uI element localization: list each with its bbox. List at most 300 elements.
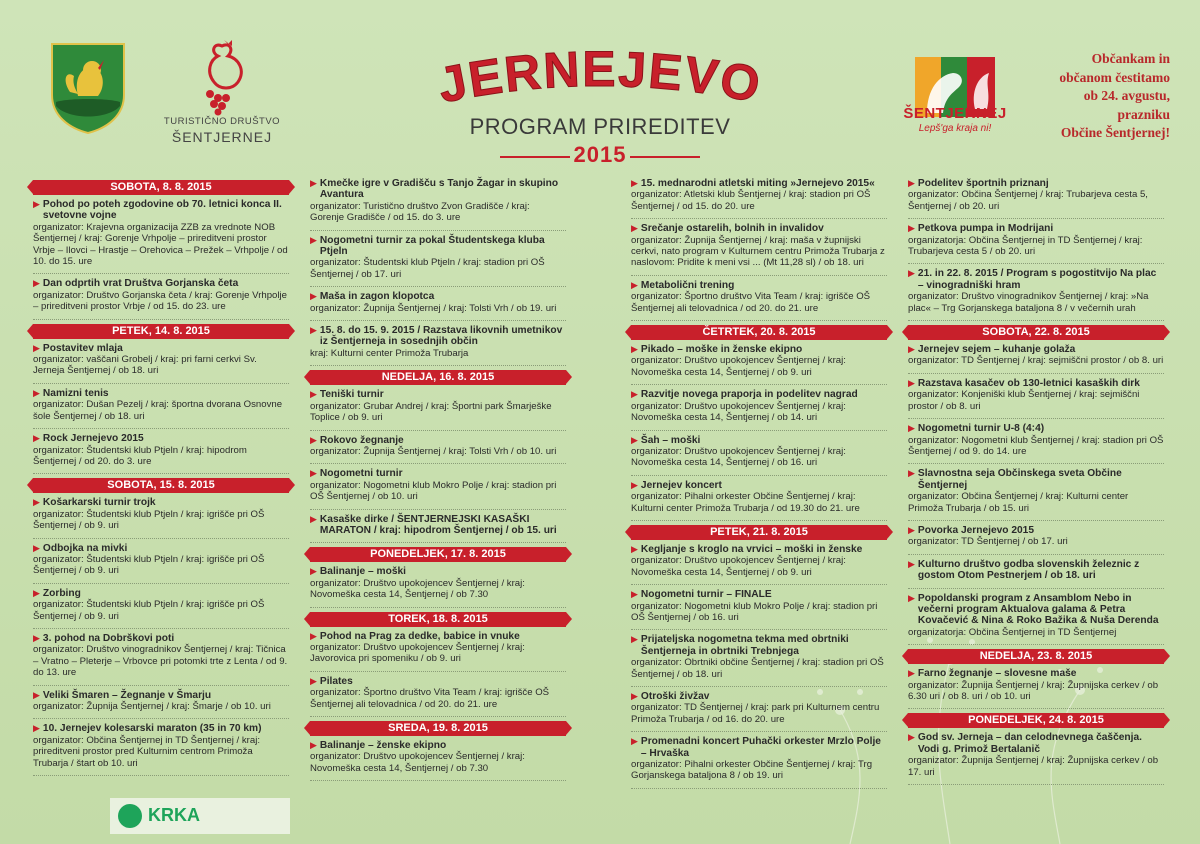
event-details: organizator: Obrtniki občine Šentjernej / kraj: stadion pri OŠ Šentjernej / ob 18. uri	[631, 657, 884, 680]
event-title-row	[908, 593, 1164, 627]
arrow-icon: ▶	[33, 587, 40, 598]
event-divider	[310, 430, 566, 431]
arrow-icon: ▶	[908, 377, 915, 388]
event-details: organizator: Društvo Gorjanska četa / kraj: Gorenje Vrhpolje – prireditveni prostor Vrbje / od 15. do 23. ure	[33, 289, 287, 313]
event-details: organizator: Turistično društvo Zvon Gradišče / kraj: Gorenje Gradišče / od 15. do 3. ure	[310, 200, 530, 224]
event-item	[310, 291, 566, 314]
event-title: Petkova pumpa in Modrijani	[917, 223, 1054, 235]
event-item	[310, 178, 566, 224]
event-title: Pohod na Prag za dedke, babice in vnuke	[319, 630, 520, 642]
event-details: organizator: Društvo upokojencev Šentjernej / kraj: Novomeška cesta 14, Šentjernej / ob 7.30	[310, 577, 525, 601]
event-details: organizator: Društvo upokojencev Šentjernej / kraj: Novomeška cesta 14, Šentjernej / ob 7.30	[310, 751, 525, 774]
event-title-row	[908, 344, 1164, 355]
event-item	[33, 199, 289, 267]
event-title-row	[310, 514, 566, 537]
event-title: 3. pohod na Dobrškovi poti	[42, 632, 175, 644]
date-band: PONEDELJEK, 17. 8. 2015	[310, 547, 566, 562]
event-divider	[631, 686, 887, 687]
event-item	[908, 223, 1164, 257]
event-title-row	[310, 676, 566, 687]
event-title-row	[310, 435, 566, 446]
event-details: kraj: Kulturni center Primoža Trubarja	[310, 347, 469, 359]
arrow-icon: ▶	[631, 344, 638, 355]
event-title: Slavnostna seja Občinskega sveta Občine Šentjernej	[917, 468, 1122, 491]
event-item	[631, 280, 887, 314]
event-title: Postavitev mlaja	[42, 342, 123, 354]
event-item	[908, 268, 1164, 314]
arrow-icon: ▶	[908, 223, 915, 234]
event-title-row	[631, 736, 887, 759]
page-title	[400, 44, 800, 114]
arrow-icon: ▶	[310, 468, 317, 479]
arrow-icon: ▶	[310, 566, 317, 577]
event-details: organizator: TD Šentjernej / ob 17. uri	[908, 536, 1068, 548]
event-title-row	[33, 278, 289, 289]
event-divider	[33, 538, 289, 539]
greeting-line: ob 24. avgustu,	[1083, 88, 1170, 103]
event-details: organizator: Študentski klub Ptjeln / kraj: igrišče pri OŠ Šentjernej / ob 9. uri	[33, 508, 265, 532]
event-divider	[310, 542, 566, 543]
event-divider	[33, 628, 289, 629]
arrow-icon: ▶	[908, 592, 915, 603]
event-title: Farno žegnanje – slovesne maše	[917, 668, 1077, 680]
event-details: organizator: Občina Šentjernej / kraj: Kulturni center Primoža Trubarja / ob 15. uri	[908, 491, 1129, 514]
sentjernej-motto: Lepš'ga kraja ni!	[918, 123, 992, 134]
arrow-icon: ▶	[631, 691, 638, 701]
event-title-row	[33, 633, 289, 644]
event-title: Namizni tenis	[42, 387, 109, 399]
event-divider	[908, 708, 1164, 709]
event-divider	[33, 718, 289, 719]
event-item	[908, 468, 1164, 514]
event-divider	[908, 320, 1164, 321]
year-label: 2015	[573, 142, 627, 167]
event-divider	[908, 554, 1164, 555]
date-band: SOBOTA, 22. 8. 2015	[908, 325, 1164, 340]
sentjernej-name: ŠENTJERNEJ	[903, 105, 1007, 122]
arrow-icon: ▶	[908, 178, 915, 188]
event-title: Razstava kasačev ob 130-letnici kasaških dirk	[917, 377, 1140, 389]
arrow-icon: ▶	[631, 389, 638, 400]
arrow-icon: ▶	[908, 558, 915, 569]
arrow-icon: ▶	[631, 178, 638, 188]
event-title-row	[631, 178, 887, 189]
event-title: Promenadni koncert Puhački orkester Mrzlo Polje – Hrvaška	[640, 736, 881, 759]
arrow-icon: ▶	[310, 675, 317, 686]
coat-of-arms-icon	[48, 40, 128, 135]
event-divider	[33, 775, 289, 776]
event-divider	[631, 384, 887, 385]
event-divider	[631, 629, 887, 630]
arrow-icon: ▶	[310, 291, 317, 302]
program-subtitle: PROGRAM PRIREDITEV	[469, 114, 731, 139]
event-title: Maša in zagon klopotca	[319, 291, 435, 303]
event-title: Balinanje – moški	[319, 566, 406, 578]
event-divider	[908, 520, 1164, 521]
event-divider	[310, 463, 566, 464]
event-title-row	[33, 388, 289, 399]
event-details: organizator: Župnija Šentjernej / kraj: maša v župnijski cerkvi, nato program v Kulturnem centru Primoža Trubarja z naslovom: Pridite k meni vsi ... (Mt 11,28 sl) / ob 18. uri	[631, 234, 885, 269]
event-item	[908, 593, 1164, 639]
event-details: organizatorja: Občina Šentjernej in TD Šentjernej / kraj: Trubarjeva cesta 5 / ob 20. uri	[908, 234, 1143, 258]
event-title: Teniški turnir	[319, 389, 384, 401]
event-divider	[33, 319, 289, 320]
event-title-row	[631, 634, 887, 657]
event-divider	[310, 671, 566, 672]
event-item	[310, 676, 566, 710]
event-divider	[631, 430, 887, 431]
event-divider	[310, 230, 566, 231]
event-divider	[631, 320, 887, 321]
event-item	[33, 343, 289, 377]
event-title-row	[631, 544, 887, 555]
event-item	[631, 223, 887, 269]
event-title: Podelitev športnih priznanj	[917, 178, 1049, 189]
event-title-row	[631, 589, 887, 600]
event-divider	[908, 263, 1164, 264]
arrow-icon: ▶	[908, 423, 915, 434]
event-details: organizator: Študentski klub Ptjeln / kraj: igrišče pri OŠ Šentjernej / ob 9. uri	[33, 553, 265, 577]
program-column-3	[631, 178, 887, 793]
event-title-row	[908, 178, 1164, 189]
greeting-text	[1025, 50, 1170, 143]
event-title: Razvitje novega praporja in podelitev nagrad	[640, 389, 858, 401]
event-divider	[310, 780, 566, 781]
event-item	[631, 389, 887, 423]
event-divider	[33, 685, 289, 686]
date-band: NEDELJA, 16. 8. 2015	[310, 370, 566, 385]
event-details: organizator: Pihalni orkester Občine Šentjernej / kraj: Trg Gorjanskega bataljona 8 / ob 19. uri	[631, 759, 873, 782]
event-title-row	[908, 378, 1164, 389]
krka-sponsor-logo	[110, 798, 290, 834]
event-item	[908, 178, 1164, 212]
event-details: organizator: Grubar Andrej / kraj: Športni park Šmarješke Toplice / ob 9. uri	[310, 400, 552, 424]
event-title-row	[908, 559, 1164, 582]
arrow-icon: ▶	[33, 723, 40, 734]
event-item	[33, 633, 289, 679]
event-divider	[310, 320, 566, 321]
event-item	[908, 732, 1164, 778]
event-details: organizator: Konjeniški klub Šentjernej / kraj: sejmiščni prostor / ob 8. uri	[908, 389, 1140, 412]
event-details: organizator: Športno društvo Vita Team / kraj: igrišče OŠ Šentjernej ali telovadnica / od 20. do 21. ure	[310, 687, 550, 710]
event-title: Pilates	[319, 675, 353, 687]
arrow-icon: ▶	[310, 434, 317, 445]
event-details: organizator: Društvo upokojencev Šentjernej / kraj: Novomeška cesta 14, Šentjernej / ob 16. uri	[631, 445, 846, 469]
date-band: PETEK, 21. 8. 2015	[631, 525, 887, 540]
event-title-row	[631, 435, 887, 446]
event-title: Dan odprtih vrat Društva Gorjanska četa	[42, 278, 239, 290]
event-title: Kulturno društvo godba slovenskih železnic z gostom Otom Pestnerjem / ob 18. uri	[917, 558, 1140, 582]
event-title: Veliki Šmaren – Žegnanje v Šmarju	[42, 689, 212, 701]
arrow-icon: ▶	[631, 589, 638, 600]
event-item	[310, 740, 566, 774]
arrow-icon: ▶	[310, 740, 317, 750]
event-details: organizator: Društvo upokojencev Šentjernej / kraj: Javorovica pri spomeniku / ob 9. uri	[310, 641, 525, 665]
td-sentjernej-logo	[162, 38, 282, 148]
arrow-icon: ▶	[310, 325, 317, 336]
event-details: organizator: vaščani Grobelj / kraj: pri farni cerkvi Sv. Jerneja Šentjernej / ob 18. uri	[33, 354, 257, 377]
event-title: Rock Jernejevo 2015	[42, 433, 144, 445]
event-item	[310, 389, 566, 423]
year-rule-right	[630, 156, 700, 158]
event-title: Šah – moški	[640, 434, 701, 446]
event-title-row	[33, 433, 289, 444]
event-details: organizator: Občina Šentjernej in TD Šentjernej / kraj: prireditveni prostor pred Kulturnim centrom Primoža Trubarja / štart ob 10. uri	[33, 734, 260, 769]
program-column-4	[908, 178, 1164, 789]
event-divider	[908, 418, 1164, 419]
td-logo-line2: ŠENTJERNEJ	[171, 129, 273, 145]
event-details: organizator: Župnija Šentjernej / kraj: Tolsti Vrh / ob 10. uri	[310, 445, 557, 457]
event-title-row	[631, 691, 887, 702]
event-title: Prijateljska nogometna tekma med obrtniki Šentjerneja in obrtniki Trebnjega	[640, 634, 849, 657]
event-details: organizator: Pihalni orkester Občine Šentjernej / kraj: Kulturni center Primoža Trubarja / od 19.30 do 21. ure	[631, 491, 860, 514]
event-title-row	[631, 344, 887, 355]
arrow-icon: ▶	[631, 279, 638, 290]
arrow-icon: ▶	[33, 278, 40, 289]
event-title: Jernejev koncert	[640, 479, 722, 491]
event-item	[631, 544, 887, 578]
event-item	[631, 435, 887, 469]
date-band: PONEDELJEK, 24. 8. 2015	[908, 713, 1164, 728]
event-title-row	[908, 525, 1164, 536]
arrow-icon: ▶	[33, 632, 40, 643]
event-item	[908, 378, 1164, 412]
td-logo-line1: TURISTIČNO DRUŠTVO	[163, 116, 281, 127]
event-item	[310, 631, 566, 665]
event-item	[631, 736, 887, 782]
event-details: organizator: Občina Šentjernej / kraj: Trubarjeva cesta 5, Šentjernej / ob 20. uri	[908, 189, 1148, 212]
event-title: Pohod po poteh zgodovine ob 70. letnici konca II. svetovne vojne	[42, 199, 282, 222]
event-title-row	[33, 588, 289, 599]
event-title: Srečanje ostarelih, bolnih in invalidov	[640, 223, 824, 235]
event-item	[33, 543, 289, 577]
event-item	[310, 468, 566, 502]
event-title-row	[310, 178, 566, 201]
event-item	[631, 480, 887, 514]
poster-header	[0, 0, 1200, 175]
date-band: TOREK, 18. 8. 2015	[310, 612, 566, 627]
event-divider	[908, 373, 1164, 374]
event-title: Nogometni turnir	[319, 468, 403, 480]
arrow-icon: ▶	[33, 387, 40, 398]
event-title-row	[310, 740, 566, 751]
event-item	[33, 690, 289, 713]
event-title-row	[33, 690, 289, 701]
title-text: JERNEJEVO	[433, 44, 767, 114]
arrow-icon: ▶	[33, 542, 40, 553]
krka-icon	[118, 804, 142, 828]
event-title: Kmečke igre v Gradišču s Tanjo Žagar in skupino Avantura	[319, 178, 559, 201]
event-details: organizator: Župnija Šentjernej / kraj: Šmarje / ob 10. uri	[33, 701, 271, 712]
arrow-icon: ▶	[631, 736, 638, 747]
event-title-row	[631, 280, 887, 291]
event-divider	[33, 583, 289, 584]
arrow-icon: ▶	[908, 344, 915, 355]
event-item	[631, 589, 887, 623]
event-divider	[33, 428, 289, 429]
event-item	[908, 559, 1164, 582]
event-title: Kegljanje s kroglo na vrvici – moški in ženske	[640, 543, 863, 555]
event-item	[33, 723, 289, 769]
event-title: 10. Jernejev kolesarski maraton (35 in 70 km)	[42, 723, 262, 735]
event-item	[908, 525, 1164, 548]
arrow-icon: ▶	[908, 268, 915, 279]
event-details: organizator: Športno društvo Vita Team / kraj: igrišče OŠ Šentjernej ali telovadnica / od 20. do 21. ure	[631, 291, 871, 314]
event-title: Povorka Jernejevo 2015	[917, 524, 1035, 536]
date-band: SOBOTA, 8. 8. 2015	[33, 180, 289, 195]
event-details: organizator: Nogometni klub Šentjernej / kraj: stadion pri OŠ Šentjernej / od 9. do 14. ure	[908, 434, 1164, 457]
arrow-icon: ▶	[33, 342, 40, 353]
event-item	[631, 691, 887, 725]
event-item	[631, 634, 887, 680]
event-item	[908, 668, 1164, 702]
event-title: 15. 8. do 15. 9. 2015 / Razstava likovnih umetnikov iz Šentjerneja in sosednjih občin	[319, 325, 563, 348]
event-title: Nogometni turnir – FINALE	[640, 589, 772, 601]
date-band: SREDA, 19. 8. 2015	[310, 721, 566, 736]
event-title-row	[33, 343, 289, 354]
event-title: Metabolični trening	[640, 279, 735, 291]
event-title-row	[908, 668, 1164, 679]
event-title: Pikado – moške in ženske ekipno	[640, 344, 803, 356]
arrow-icon: ▶	[631, 434, 638, 445]
event-title: Nogometni turnir U-8 (4:4)	[917, 423, 1045, 435]
event-divider	[908, 588, 1164, 589]
event-item	[310, 235, 566, 281]
event-title-row	[33, 199, 289, 222]
event-title-row	[33, 497, 289, 508]
event-divider	[908, 784, 1164, 785]
event-title: Otroški živžav	[640, 691, 710, 702]
event-details: organizator: Društvo upokojencev Šentjernej / kraj: Novomeška cesta 14, Šentjernej / ob 14. uri	[631, 400, 846, 424]
event-details: organizator: TD Šentjernej / kraj: park pri Kulturnem centru Primoža Trubarja / od 16. do 20. ure	[631, 702, 880, 725]
event-title-row	[310, 566, 566, 577]
event-title-row	[310, 389, 566, 400]
arrow-icon: ▶	[310, 389, 317, 400]
event-title-row	[908, 268, 1164, 291]
event-title: God sv. Jerneja – dan celodnevnega čaščenja. Vodi g. Primož Bertalanič	[917, 732, 1142, 755]
event-item	[310, 514, 566, 537]
event-title-row	[631, 480, 887, 491]
date-band: SOBOTA, 15. 8. 2015	[33, 478, 289, 493]
arrow-icon: ▶	[631, 223, 638, 234]
event-title-row	[908, 423, 1164, 434]
event-item	[908, 344, 1164, 367]
event-details: organizator: Župnija Šentjernej / kraj: Župnijska cerkev / ob 17. uri	[908, 755, 1159, 778]
event-title: Odbojka na mivki	[42, 542, 128, 554]
event-title-row	[631, 389, 887, 400]
event-title: Jernejev sejem – kuhanje golaža	[917, 344, 1076, 356]
event-details: organizator: Nogometni klub Mokro Polje / kraj: stadion pri OŠ Šentjernej / ob 10. uri	[310, 479, 557, 503]
greeting-line: občanom čestitamo	[1059, 69, 1170, 85]
event-title-row	[33, 723, 289, 734]
event-divider	[631, 584, 887, 585]
event-divider	[631, 475, 887, 476]
arrow-icon: ▶	[310, 513, 317, 524]
event-item	[33, 388, 289, 422]
event-divider	[310, 286, 566, 287]
event-title: Košarkarski turnir trojk	[42, 497, 156, 509]
date-band: PETEK, 14. 8. 2015	[33, 324, 289, 339]
event-title-row	[908, 732, 1164, 755]
event-divider	[631, 731, 887, 732]
event-details: organizator: Študentski klub Ptjeln / kraj: hipodrom Šentjernej / od 20. do 3. ure	[33, 444, 247, 467]
event-title-row	[310, 291, 566, 302]
event-title: 21. in 22. 8. 2015 / Program s pogostitvijo Na plac – vinogradniški hram	[917, 268, 1157, 291]
event-divider	[33, 273, 289, 274]
date-band: NEDELJA, 23. 8. 2015	[908, 649, 1164, 664]
arrow-icon: ▶	[33, 689, 40, 700]
greeting-line: prazniku	[1117, 106, 1170, 122]
event-details: organizator: Društvo vinogradnikov Šentjernej / kraj: Tičnica – Vratno – Pleterje – Vrbovce pri potomki trte z Lenta / od 9. do 13. ure	[33, 644, 288, 679]
event-title: Zorbing	[42, 587, 81, 599]
event-divider	[310, 716, 566, 717]
event-title-row	[631, 223, 887, 234]
event-divider	[310, 607, 566, 608]
event-title: Nogometni turnir za pokal Študentskega kluba Ptjeln	[319, 234, 545, 258]
event-divider	[631, 788, 887, 789]
event-item	[631, 344, 887, 378]
event-item	[33, 588, 289, 622]
event-divider	[310, 509, 566, 510]
event-title-row	[310, 468, 566, 479]
event-details: organizator: Nogometni klub Mokro Polje / kraj: stadion pri OŠ Šentjernej / ob 16. uri	[631, 600, 878, 623]
event-item	[631, 178, 887, 212]
event-details: organizator: Krajevna organizacija ZZB za vrednote NOB Šentjernej / kraj: Gorenje Vrhpolje – prireditveni prostor Vrbje – Ilovci – Hrastje – Orehovica – Prežek – Vrhpolje / od 10. do 15. ure	[33, 221, 288, 268]
arrow-icon: ▶	[310, 234, 317, 245]
date-band: ČETRTEK, 20. 8. 2015	[631, 325, 887, 340]
arrow-icon: ▶	[310, 630, 317, 641]
grape-rooster-icon	[162, 38, 282, 116]
program-column-1	[33, 178, 289, 780]
arrow-icon: ▶	[631, 634, 638, 645]
greeting-line: Občine Šentjernej!	[1060, 125, 1170, 140]
event-item	[310, 566, 566, 600]
event-title-row	[310, 235, 566, 258]
event-details: organizator: Atletski klub Šentjernej / kraj: stadion pri OŠ Šentjernej / od 15. do 20. ure	[631, 189, 871, 212]
event-divider	[631, 520, 887, 521]
event-divider	[310, 365, 566, 366]
event-details: organizator: Dušan Pezelj / kraj: športna dvorana Osnovne šole Šentjernej / ob 18. uri	[33, 399, 283, 422]
arrow-icon: ▶	[33, 199, 40, 209]
event-details: organizator: Društvo vinogradnikov Šentjernej / kraj: »Na plac« – Trg Gorjanskega bataljona 8 / v večernih urah	[908, 291, 1149, 314]
event-divider	[33, 473, 289, 474]
event-divider	[33, 383, 289, 384]
event-title: Kasaške dirke / ŠENTJERNEJSKI KASAŠKI MARATON / kraj: hipodrom Šentjernej / ob 15. uri	[319, 513, 557, 536]
event-details: organizator: Študentski klub Ptjeln / kraj: stadion pri OŠ Šentjernej / ob 17. uri	[310, 257, 545, 280]
event-title-row	[908, 223, 1164, 234]
event-divider	[908, 463, 1164, 464]
arrow-icon: ▶	[310, 178, 317, 188]
arrow-icon: ▶	[908, 732, 915, 743]
arrow-icon: ▶	[631, 543, 638, 554]
event-title-row	[310, 325, 566, 348]
arrow-icon: ▶	[631, 479, 638, 490]
event-item	[33, 497, 289, 531]
event-divider	[631, 275, 887, 276]
greeting-line: Občankam in	[1091, 51, 1170, 66]
event-title-row	[310, 631, 566, 642]
arrow-icon: ▶	[33, 433, 40, 444]
arrow-icon: ▶	[33, 497, 40, 508]
event-details: organizator: TD Šentjernej / kraj: sejmiščni prostor / ob 8. uri	[908, 355, 1164, 367]
event-item	[310, 325, 566, 359]
event-details: organizatorja: Občina Šentjernej in TD Šentjernej	[908, 626, 1117, 638]
event-item	[908, 423, 1164, 457]
event-details: organizator: Društvo upokojencev Šentjernej / kraj: Novomeška cesta 14, Šentjernej / ob 9. uri	[631, 555, 846, 578]
event-title: Popoldanski program z Ansamblom Nebo in večerni program Aktualova galama & Petra Kovačević & Nina & Roko Bažika & Nuša Derenda	[917, 592, 1159, 627]
event-details: organizator: Študentski klub Ptjeln / kraj: igrišče pri OŠ Šentjernej / ob 9. uri	[33, 599, 265, 622]
event-details: organizator: Župnija Šentjernej / kraj: Tolsti Vrh / ob 19. uri	[310, 302, 557, 314]
